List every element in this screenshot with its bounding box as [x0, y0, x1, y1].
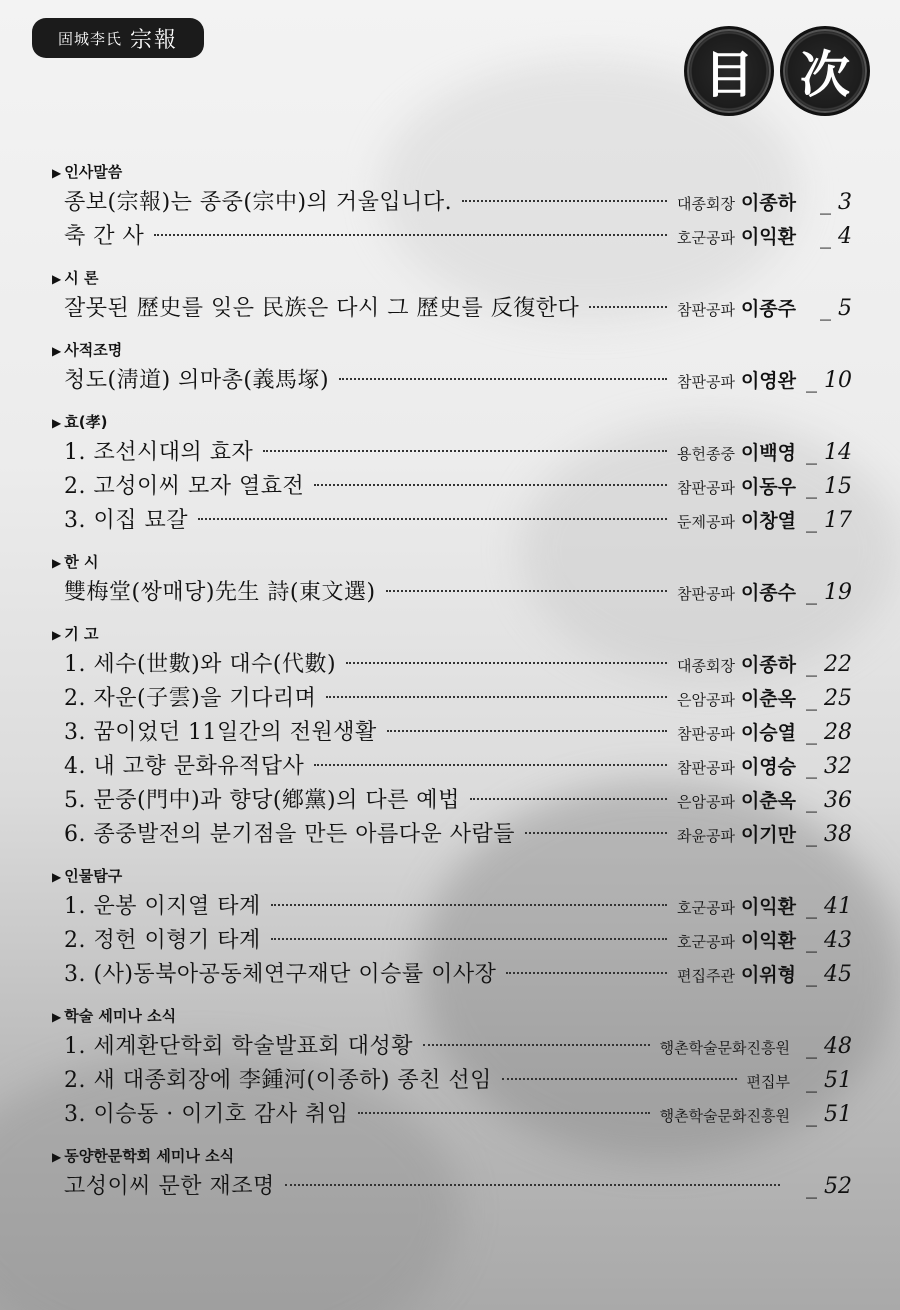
leader-dots: [502, 1078, 737, 1080]
toc-entry[interactable]: [52, 1170, 852, 1204]
entry-organization: 참판공파: [676, 759, 735, 777]
entry-author: 이춘옥: [740, 688, 796, 710]
entry-page-number: _ 19: [796, 576, 852, 610]
entry-author: 이위형: [740, 964, 796, 986]
entry-organization: 둔제공파: [676, 513, 735, 531]
entry-title: 3. 이승동 · 이기호 감사 취임: [64, 1102, 349, 1127]
section-heading: [52, 622, 852, 646]
section-heading-label: 시 론: [64, 269, 99, 287]
section-heading: [52, 1004, 852, 1028]
entry-page-number: _ 5: [796, 292, 852, 326]
toc-entry[interactable]: [52, 504, 852, 538]
toc-entry[interactable]: [52, 470, 852, 504]
page-title: [684, 26, 870, 116]
entry-page-number: _ 10: [796, 364, 852, 398]
entry-title: 2. 고성이씨 모자 열효전: [64, 474, 305, 499]
section-arrow-icon: ▶: [52, 1150, 62, 1164]
entry-page-number: _ 51: [796, 1098, 852, 1132]
toc-section: [52, 550, 852, 610]
entry-author: 이춘옥: [740, 790, 796, 812]
toc-entry[interactable]: [52, 682, 852, 716]
toc-section: [52, 622, 852, 852]
leader-dots: [346, 662, 667, 664]
toc-entry[interactable]: [52, 750, 852, 784]
entry-organization: 행촌학술문화진흥원: [659, 1039, 790, 1057]
entry-organization: 호군공파: [676, 229, 735, 247]
section-heading: [52, 410, 852, 434]
leader-dots: [358, 1112, 649, 1114]
section-arrow-icon: ▶: [52, 416, 62, 430]
section-arrow-icon: ▶: [52, 344, 62, 358]
section-arrow-icon: ▶: [52, 628, 62, 642]
toc-entry[interactable]: [52, 924, 852, 958]
leader-dots: [339, 378, 667, 380]
entry-author: 이종하: [740, 654, 796, 676]
toc-entry[interactable]: [52, 436, 852, 470]
entry-page-number: _ 22: [796, 648, 852, 682]
toc-entry[interactable]: [52, 890, 852, 924]
entry-title: 고성이씨 문한 재조명: [64, 1174, 275, 1199]
entry-author: 이종주: [740, 298, 796, 320]
entry-title: 2. 자운(子雲)을 기다리며: [64, 686, 317, 711]
entry-author: 이영완: [740, 370, 796, 392]
entry-title: 2. 정헌 이형기 타계: [64, 928, 261, 953]
section-heading-label: 기 고: [64, 625, 99, 643]
entry-organization: 참판공파: [676, 301, 735, 319]
section-heading: [52, 1144, 852, 1168]
section-heading-label: 효(孝): [64, 413, 108, 431]
leader-dots: [198, 518, 667, 520]
entry-page-number: _ 52: [796, 1170, 852, 1204]
toc-entry[interactable]: [52, 648, 852, 682]
entry-organization: 참판공파: [676, 725, 735, 743]
section-heading-label: 학술 세미나 소식: [64, 1007, 177, 1025]
entry-page-number: _ 36: [796, 784, 852, 818]
entry-page-number: _ 15: [796, 470, 852, 504]
entry-page-number: _ 28: [796, 716, 852, 750]
section-arrow-icon: ▶: [52, 870, 62, 884]
section-heading: [52, 864, 852, 888]
entry-title: 3. (사)동북아공동체연구재단 이승률 이사장: [64, 962, 497, 987]
leader-dots: [314, 764, 667, 766]
toc-section: [52, 1144, 852, 1204]
entry-title: 3. 꿈이었던 11일간의 전원생활: [64, 720, 377, 745]
entry-page-number: _ 3: [796, 186, 852, 220]
entry-organization: 참판공파: [676, 373, 735, 391]
leader-dots: [271, 904, 667, 906]
entry-organization: 은암공파: [676, 691, 735, 709]
entry-title: 4. 내 고향 문화유적답사: [64, 754, 305, 779]
entry-page-number: _ 45: [796, 958, 852, 992]
toc-section: [52, 338, 852, 398]
toc-section: [52, 864, 852, 992]
entry-page-number: _ 4: [796, 220, 852, 254]
entry-author: 이익환: [740, 226, 796, 248]
entry-title: 1. 운봉 이지열 타계: [64, 894, 261, 919]
section-heading-label: 한 시: [64, 553, 99, 571]
toc-entry[interactable]: [52, 1064, 852, 1098]
leader-dots: [525, 832, 667, 834]
toc-entry[interactable]: [52, 958, 852, 992]
section-arrow-icon: ▶: [52, 272, 62, 286]
leader-dots: [470, 798, 667, 800]
entry-title: 종보(宗報)는 종중(宗中)의 거울입니다.: [64, 190, 453, 215]
entry-title: 1. 조선시대의 효자: [64, 440, 254, 465]
section-heading-label: 인물탐구: [64, 867, 123, 885]
toc-entry[interactable]: [52, 220, 852, 254]
toc-section: [52, 1004, 852, 1132]
section-arrow-icon: ▶: [52, 1010, 62, 1024]
entry-organization: 호군공파: [676, 899, 735, 917]
section-arrow-icon: ▶: [52, 166, 62, 180]
leader-dots: [423, 1044, 650, 1046]
section-heading-label: 동양한문학회 세미나 소식: [64, 1147, 235, 1165]
entry-author: 이백영: [740, 442, 796, 464]
entry-page-number: _ 14: [796, 436, 852, 470]
entry-page-number: _ 25: [796, 682, 852, 716]
leader-dots: [154, 234, 667, 236]
table-of-contents: [52, 160, 852, 1216]
entry-title: 雙梅堂(쌍매당)先生 詩(東文選): [64, 580, 376, 605]
entry-author: 이종수: [740, 582, 796, 604]
leader-dots: [263, 450, 667, 452]
toc-entry[interactable]: [52, 1030, 852, 1064]
entry-page-number: _ 48: [796, 1030, 852, 1064]
entry-author: 이승열: [740, 722, 796, 744]
toc-entry[interactable]: [52, 292, 852, 326]
section-heading-label: 사적조명: [64, 341, 123, 359]
entry-title: 잘못된 歷史를 잊은 民族은 다시 그 歷史를 反復한다: [64, 296, 580, 321]
toc-entry[interactable]: [52, 186, 852, 220]
toc-entry[interactable]: [52, 818, 852, 852]
entry-organization: 편집주관: [676, 967, 735, 985]
entry-title: 6. 종중발전의 분기점을 만든 아름다운 사람들: [64, 822, 515, 847]
entry-title: 1. 세계환단학회 학술발표회 대성황: [64, 1034, 413, 1059]
entry-page-number: _ 51: [796, 1064, 852, 1098]
entry-title: 축 간 사: [64, 224, 145, 249]
section-heading: [52, 266, 852, 290]
section-heading-label: 인사말씀: [64, 163, 123, 181]
entry-organization: 대종회장: [676, 195, 735, 213]
entry-author: 이익환: [740, 930, 796, 952]
entry-author: 이종하: [740, 192, 796, 214]
toc-section: [52, 410, 852, 538]
leader-dots: [285, 1184, 780, 1186]
title-char-1: 目: [684, 26, 774, 116]
section-heading: [52, 160, 852, 184]
entry-organization: 대종회장: [676, 657, 735, 675]
toc-entry[interactable]: [52, 784, 852, 818]
entry-organization: 용헌종중: [676, 445, 735, 463]
entry-organization: 참판공파: [676, 479, 735, 497]
leader-dots: [506, 972, 667, 974]
entry-page-number: _ 41: [796, 890, 852, 924]
leader-dots: [462, 200, 667, 202]
entry-organization: 행촌학술문화진흥원: [659, 1107, 790, 1125]
toc-entry[interactable]: [52, 716, 852, 750]
badge-clan-name: 固城李氏: [57, 29, 122, 48]
entry-organization: 좌윤공파: [676, 827, 735, 845]
entry-author: 이기만: [740, 824, 796, 846]
entry-title: 2. 새 대종회장에 李鍾河(이종하) 종친 선임: [64, 1068, 492, 1093]
section-arrow-icon: ▶: [52, 556, 62, 570]
leader-dots: [271, 938, 667, 940]
entry-page-number: _ 32: [796, 750, 852, 784]
leader-dots: [387, 730, 667, 732]
entry-page-number: _ 38: [796, 818, 852, 852]
toc-entry[interactable]: [52, 364, 852, 398]
entry-organization: 은암공파: [676, 793, 735, 811]
leader-dots: [386, 590, 667, 592]
entry-page-number: _ 17: [796, 504, 852, 538]
entry-author: 이익환: [740, 896, 796, 918]
entry-organization: 편집부: [746, 1073, 790, 1091]
leader-dots: [589, 306, 667, 308]
toc-entry[interactable]: [52, 1098, 852, 1132]
entry-organization: 참판공파: [676, 585, 735, 603]
publication-badge: [32, 18, 204, 58]
badge-publication-name: 宗報: [130, 27, 179, 53]
section-heading: [52, 550, 852, 574]
title-char-2: 次: [780, 26, 870, 116]
entry-author: 이창열: [740, 510, 796, 532]
entry-title: 1. 세수(世數)와 대수(代數): [64, 652, 337, 677]
leader-dots: [326, 696, 667, 698]
leader-dots: [314, 484, 667, 486]
entry-title: 5. 문중(門中)과 향당(鄕黨)의 다른 예법: [64, 788, 460, 813]
entry-organization: 호군공파: [676, 933, 735, 951]
entry-page-number: _ 43: [796, 924, 852, 958]
toc-section: [52, 160, 852, 254]
entry-author: 이동우: [740, 476, 796, 498]
toc-entry[interactable]: [52, 576, 852, 610]
section-heading: [52, 338, 852, 362]
entry-title: 3. 이집 묘갈: [64, 508, 188, 533]
entry-title: 청도(淸道) 의마총(義馬塚): [64, 368, 330, 393]
entry-author: 이영승: [740, 756, 796, 778]
toc-section: [52, 266, 852, 326]
